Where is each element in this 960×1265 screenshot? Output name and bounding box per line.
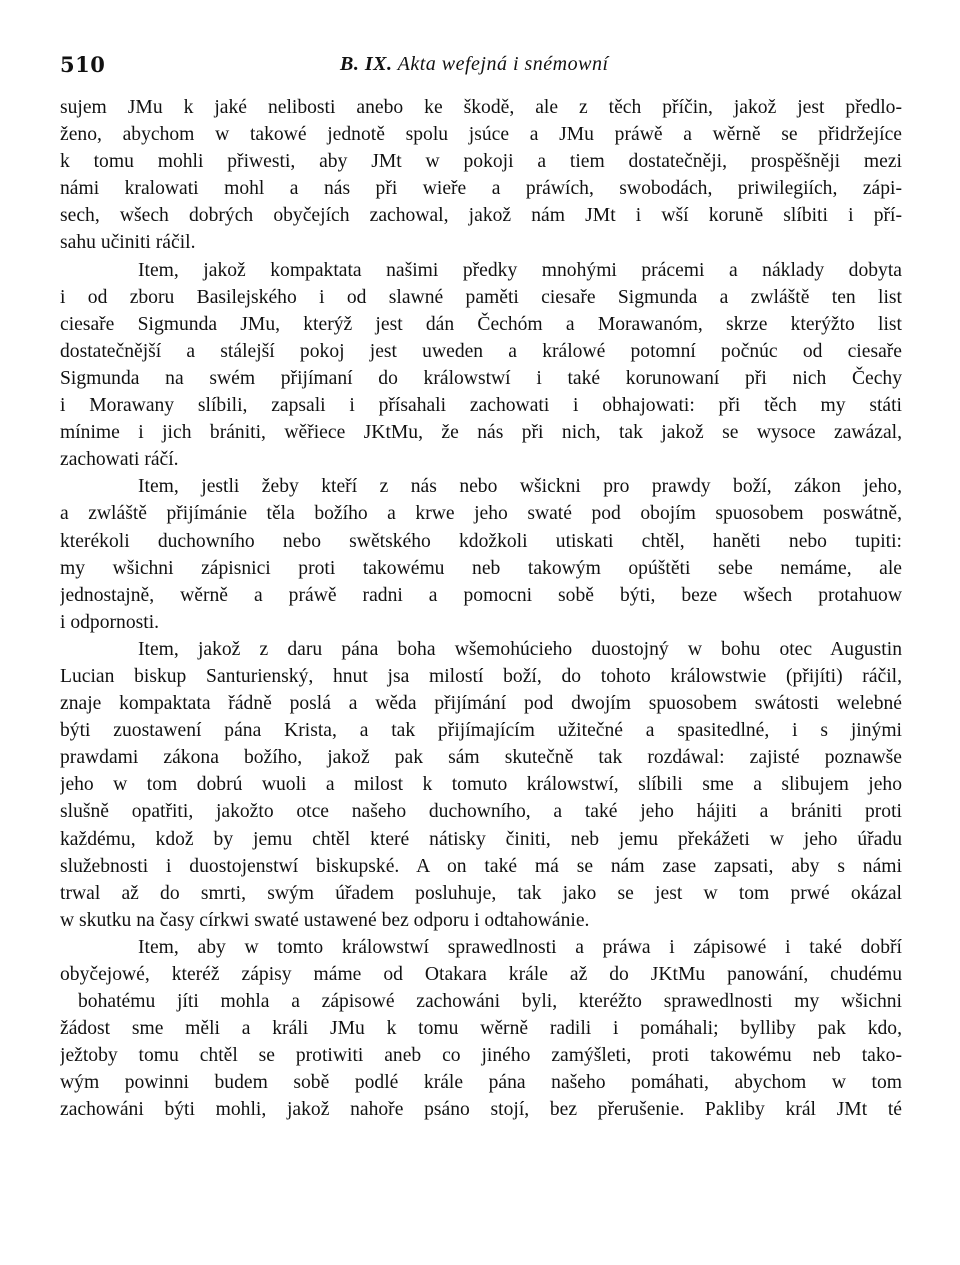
text-line: námi kralowati mohl a nás při wieře a práwích, swobodách, priwilegiích, zápi- (60, 178, 902, 200)
text-line: k tomu mohli přiwesti, aby JMt w pokoji a tiem dostatečněji, prospěšněji mezi (60, 151, 902, 173)
text-line: jednostajně, wěrně a práwě radni a pomocni sobě býti, beze wšech protahuow (60, 584, 902, 606)
text-line: trwal až do smrti, swým úřadem posluhuje, tak jako se jest w tom prwé okázal (60, 882, 902, 904)
text-line: i Morawany slíbili, zapsali i přísahali zachowati i obhajowati: při těch my státi (60, 395, 902, 417)
page-number: 510 (60, 52, 106, 77)
text-line: dostatečnější a stálejší pokoj jest uweden a králowé potomní počnúc od ciesaře (60, 340, 902, 362)
text-line: sech, wšech dobrých obyčejích zachowal, jakož nám JMt i wší korunĕ slíbiti i pří- (60, 205, 902, 227)
text-line: ježtoby tomu chtěl se protiwiti aneb co jiného zamýšleti, proti takowému neb tako- (60, 1045, 902, 1067)
text-line: Sigmunda na swém přijímaní do králowstwí i také korunowaní při nich Čechy (60, 367, 902, 389)
running-head-title: Akta wefejná i snémowní (397, 53, 609, 75)
text-line: býti zuostawení pána Krista, a tak přijímajícím užitečné a spasitedlné, i s jinými (60, 720, 902, 742)
text-line: služebnosti i duostojenstwí biskupské. A on také má se nám zase zapsati, aby s námi (60, 855, 902, 877)
text-line: znaje kompaktata řádně poslá a wěda přijímání pod dwojím spuosobem swátosti welebné (60, 693, 902, 715)
text-line: i odpornosti. (60, 611, 160, 633)
text-line: ženo, abychom w takowé jednotě spolu jsúce a JMu práwě a wěrně se přidržejíce (60, 124, 902, 146)
text-line: zachowati ráčí. (60, 449, 179, 471)
running-head (340, 53, 609, 76)
text-line: sujem JMu k jaké nelibosti anebo ke škodě, ale z těch příčin, jakož jest předlo- (60, 97, 902, 118)
text-line: w skutku na časy církwi swaté ustawené bez odporu i odtahowánie. (60, 909, 590, 931)
text-line: sahu učiniti ráčil. (60, 232, 196, 254)
text-line: Item, aby w tomto králowstwí sprawedlnosti a práwa i zápisowé i také dobří (138, 936, 902, 958)
text-line: každému, kdož by jemu chtěl které nátisky činiti, neb jemu překážeti w jeho úřadu (60, 828, 902, 850)
text-line: jeho w tom dobrú wuoli a milost k tomuto králowstwí, slíbili sme a slibujem jeho (60, 774, 902, 796)
text-line: ciesaře Sigmunda JMu, kterýž jest dán Čechóm a Morawanóm, skrze kterýžto list (60, 313, 902, 335)
body-text (60, 94, 902, 1124)
text-line: kterékoli duchowního nebo swětského kdožkoli utiskati chtěl, haněti nebo tupiti: (60, 530, 902, 552)
text-line: prawdami zákona božího, jakož pak sám skutečně tak rozdáwal: zajisté poznawše (60, 747, 902, 769)
text-line: obyčejowé, kteréž zápisy máme od Otakara krále až do JKtMu panowání, chudému (60, 964, 902, 985)
text-line: zachowáni býti mohli, jakož nahoře psáno stojí, bez přerušenie. Pakliby král JMt té (60, 1099, 902, 1121)
text-line: wým powinni budem sobě podlé krále pána našeho pomáhati, abychom w tom (60, 1072, 902, 1094)
page-header (60, 52, 902, 86)
text-line: bohatému jíti mohla a zápisowé zachowáni byli, kteréžto sprawedlnosti my wšichni (78, 991, 902, 1013)
text-line: Item, jakož z daru pána boha wšemohúcieho duostojný w bohu otec Augustin (138, 638, 902, 660)
text-line: Lucian biskup Santurienský, hnut jsa milostí boží, do tohoto králowstwie (přijíti) ráčil, (60, 665, 902, 687)
text-line: my wšichni zápisnici proti takowému neb takowým opúštěti sebe nemáme, ale (60, 557, 902, 579)
text-line: Item, jakož kompaktata našimi předky mnohými prácemi a náklady dobyta (138, 259, 902, 281)
running-head-series: B. IX. (340, 53, 393, 75)
text-line: Item, jestli žeby kteří z nás nebo wšickni pro prawdy boží, zákon jeho, (138, 476, 902, 498)
text-line: žádost sme měli a králi JMu k tomu wěrně radili i pomáhali; bylliby pak kdo, (60, 1018, 902, 1040)
text-line: a zwláště přijímánie těla božího a krwe jeho swaté pod obojím spuosobem poswátně, (60, 503, 902, 525)
text-line: slušně opatřiti, jakožto otce našeho duchowního, a také jeho hájiti a brániti proti (60, 801, 902, 823)
text-line: mínime i jich brániti, wěřiece JKtMu, že nás při nich, tak jakož se wysoce zawázal, (60, 422, 902, 444)
text-line: i od zboru Basilejského i od slawné paměti ciesaře Sigmunda a zwláště ten list (60, 286, 902, 308)
